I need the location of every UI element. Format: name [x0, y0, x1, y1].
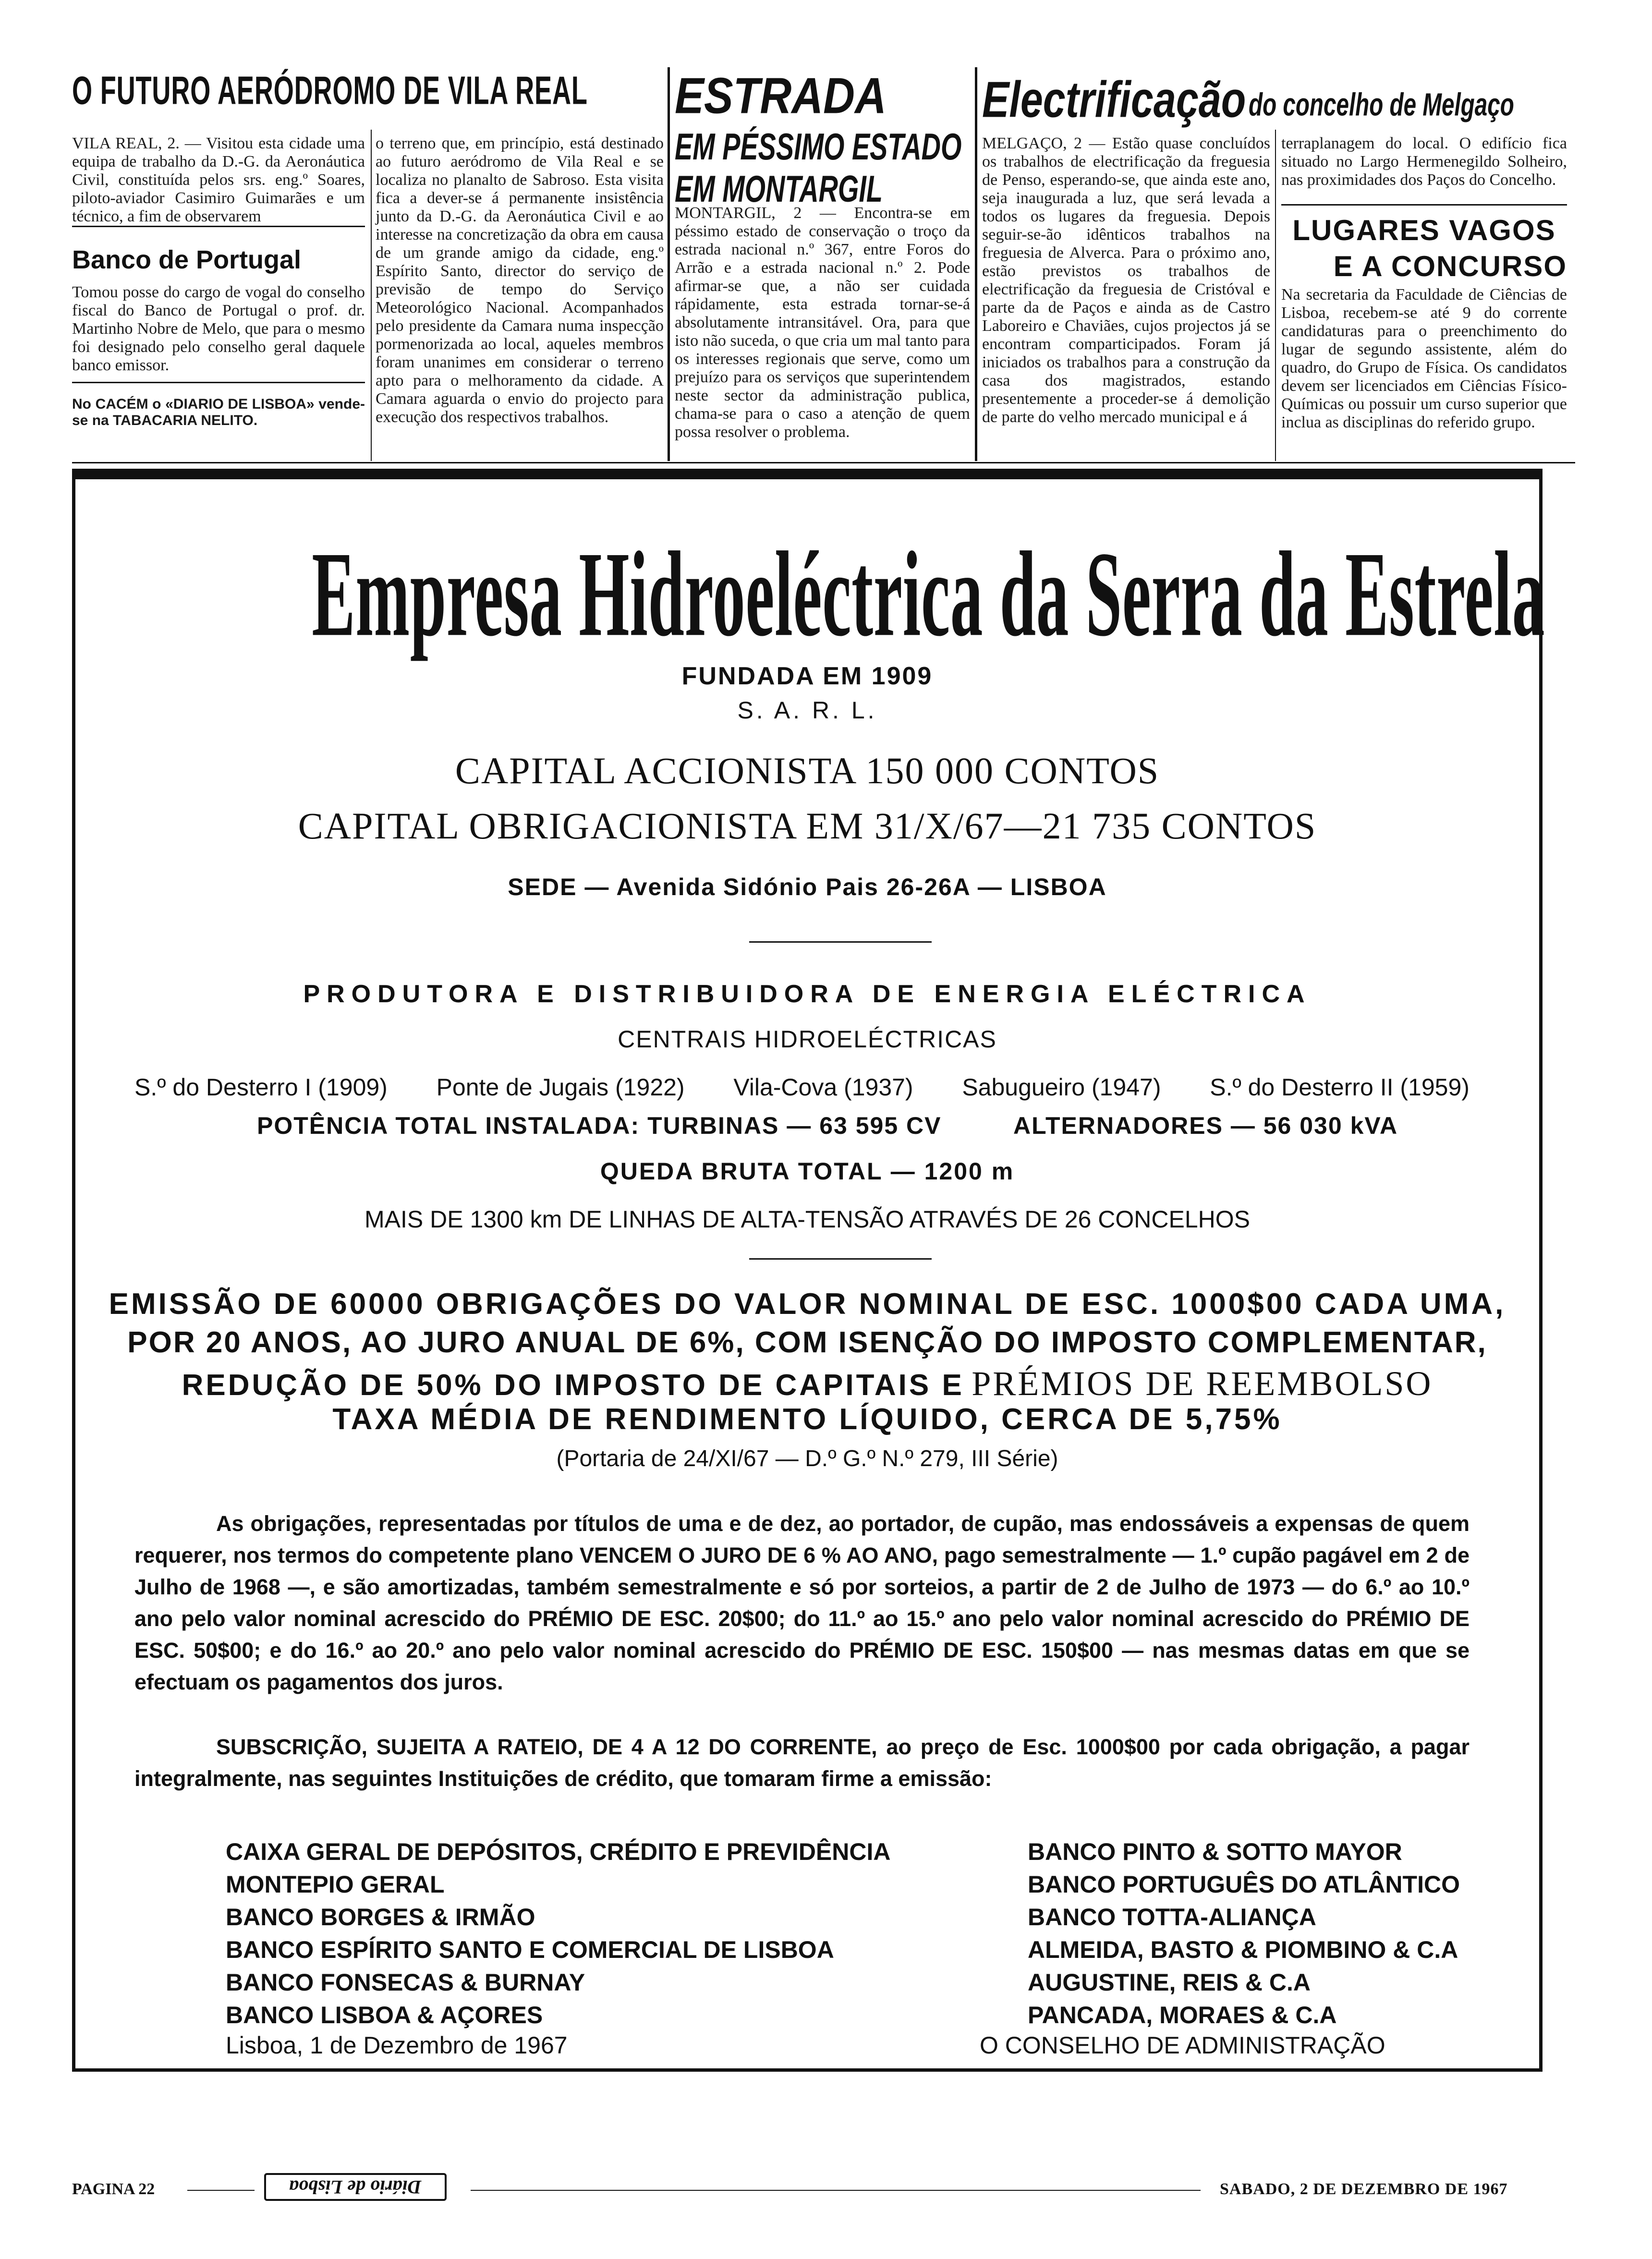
bank-item: PANCADA, MORAES & C.A — [1028, 2002, 1337, 2028]
bank-item: BANCO FONSECAS & BURNAY — [226, 1969, 585, 1996]
emissao-line-3a: REDUÇÃO DE 50% DO IMPOSTO DE CAPITAIS E — [182, 1369, 964, 1402]
bank-item: MONTEPIO GERAL — [226, 1871, 445, 1898]
capital-obrigacionista: CAPITAL OBRIGACIONISTA EM 31/X/67—21 735 CONTOS — [298, 805, 1317, 847]
bank-item: BANCO TOTTA-ALIANÇA — [1028, 1904, 1316, 1931]
emissao-line-4: TAXA MÉDIA DE RENDIMENTO LÍQUIDO, CERCA DE 5,75% — [332, 1403, 1282, 1436]
signature-line: O CONSELHO DE ADMINISTRAÇÃO — [980, 2032, 1385, 2059]
column-rule — [1275, 130, 1276, 461]
bank-item: ALMEIDA, BASTO & PIOMBINO & C.A — [1028, 1936, 1458, 1963]
emissao-line-3b: PRÉMIOS DE REEMBOLSO — [972, 1364, 1433, 1403]
estrada-text: MONTARGIL, 2 — Encontra-se em péssimo estado de conservação o troço da estrada nacional n.º 367, entre Foros do Arrão e a estrada nacional n.º 2. Pode afirmar-se que, a não ser cuidada rápidamente, esta estrada tornar-se-á absolutamente intransitável. Ora, para que isto não suceda, o que cria um mal tanto para os interesses regionais que serve, como um prejuízo para os serviços que superintendem neste sector da administração publica, chama-se para o caso a atenção de quem possa resolver o problema. — [675, 204, 970, 441]
emissao-line-3 — [72, 1364, 1543, 1404]
centrais-title: CENTRAIS HIDROELÉCTRICAS — [618, 1026, 997, 1053]
divider — [72, 226, 365, 227]
bank-item: BANCO BORGES & IRMÃO — [226, 1904, 535, 1931]
electrificacao-col1: MELGAÇO, 2 — Estão quase concluídos os trabalhos de electrificação da freguesia de Penso, esperando-se, que ainda este ano, seja inaugurada a luz, que será levada a todos os lugares da freguesia. Depois seguir-se-ão idênticos trabalhos na freguesia de Alverca. Para o próximo ano, estão previstos os trabalhos de electrificação da freguesia de Cristóval e parte da de Paços e ainda as de Castro Laboreiro e Chaviães, cujos projectos já se encontram comparticipados. Foram já iniciados os trabalhos para a construção da casa dos magistrados, estando presentemente a proceder-se á demolição de parte do velho mercado municipal e á — [982, 134, 1270, 426]
emissao-line-1: EMISSÃO DE 60000 OBRIGAÇÕES DO VALOR NOMINAL DE ESC. 1000$00 CADA UMA, — [109, 1287, 1506, 1321]
lugares-headline: LUGARES VAGOS — [1292, 214, 1556, 246]
alternadores-line: ALTERNADORES — 56 030 kVA — [1013, 1112, 1398, 1139]
central-item: S.º do Desterro II (1959) — [1210, 1074, 1470, 1101]
queda-line: QUEDA BRUTA TOTAL — 1200 m — [600, 1158, 1015, 1185]
bank-item: BANCO LISBOA & AÇORES — [226, 2002, 543, 2028]
produtora-line: PRODUTORA E DISTRIBUIDORA DE ENERGIA ELÉCTRICA — [303, 980, 1312, 1008]
central-item: Vila-Cova (1937) — [733, 1074, 913, 1101]
founded-line: FUNDADA EM 1909 — [681, 662, 933, 690]
sede-line: SEDE — Avenida Sidónio Pais 26-26A — LISBOA — [508, 874, 1107, 900]
electrificacao-subheadline: do concelho de Melgaço — [1249, 86, 1514, 122]
centrais-list — [134, 1073, 1470, 1101]
capital-accionista: CAPITAL ACCIONISTA 150 000 CONTOS — [455, 750, 1160, 791]
central-item: Sabugueiro (1947) — [962, 1074, 1161, 1101]
bank-item: CAIXA GERAL DE DEPÓSITOS, CRÉDITO E PREVIDÊNCIA — [226, 1838, 891, 1865]
column-rule — [371, 130, 372, 461]
masthead-stamp — [264, 2173, 447, 2201]
bank-item: BANCO PINTO & SOTTO MAYOR — [1028, 1838, 1402, 1865]
emissao-line-2: POR 20 ANOS, AO JURO ANUAL DE 6%, COM ISENÇÃO DO IMPOSTO COMPLEMENTAR, — [127, 1326, 1487, 1359]
footer-rule — [471, 2190, 1201, 2191]
central-item: S.º do Desterro I (1909) — [134, 1074, 388, 1101]
footer-date: SABADO, 2 DE DEZEMBRO DE 1967 — [1220, 2180, 1508, 2198]
column-rule — [975, 67, 977, 461]
banco-text: Tomou posse do cargo de vogal do conselho fiscal do Banco de Portugal o prof. dr. Martinho Nobre de Melo, que para o mesmo foi designado pelo conselho geral daquele banco emissor. — [72, 283, 365, 374]
banco-headline: Banco de Portugal — [72, 245, 302, 274]
estrada-headline: ESTRADA — [675, 68, 887, 124]
sarl-line: S. A. R. L. — [737, 697, 877, 724]
estrada-subheadline-2: EM MONTARGIL — [675, 169, 883, 210]
company-name: Empresa Hidroeléctrica da Serra da Estrela — [312, 526, 1545, 662]
vila-real-headline: O FUTURO AERÓDROMO DE VILA REAL — [72, 68, 588, 112]
estrada-subheadline: EM PÉSSIMO ESTADO — [675, 126, 962, 168]
electrificacao-headline: Electrificação — [982, 72, 1246, 128]
divider — [1281, 204, 1567, 206]
banks-left — [226, 1835, 891, 2031]
column-rule — [668, 67, 670, 461]
portaria-line: (Portaria de 24/XI/67 — D.º G.º N.º 279, III Série) — [556, 1446, 1058, 1471]
footer-rule — [187, 2190, 255, 2191]
date-line: Lisboa, 1 de Dezembro de 1967 — [226, 2032, 568, 2059]
banks-right — [1028, 1835, 1460, 2031]
divider — [749, 941, 932, 943]
divider — [72, 382, 365, 383]
masthead-text: Diário de Lisboa — [289, 2176, 422, 2198]
paragraph-obrigacoes: As obrigações, representadas por títulos de uma e de dez, ao portador, de cupão, mas endossáveis a expensas de quem requerer, nos termos do competente plano VENCEM O JURO DE 6 % AO ANO, pago semestralmente — 1.º cupão pagável em 2 de Julho de 1968 —, e são amortizadas, também semestralmente e só por sorteios, a partir de 2 de Julho de 1973 — do 6.º ao 10.º ano pelo valor nominal acrescido do PRÉMIO DE ESC. 20$00; do 11.º ao 15.º ano pelo valor nominal acrescido do PRÉMIO DE ESC. 50$00; e do 16.º ao 20.º ano pelo valor nominal acrescido do PRÉMIO DE ESC. 150$00 — nas mesmas datas em que se efectuam os pagamentos dos juros. — [134, 1511, 1470, 1694]
divider — [749, 1258, 932, 1260]
vila-real-col1: VILA REAL, 2. — Visitou esta cidade uma equipa de trabalho da D.-G. da Aeronáutica Civil, constituída pelos srs. eng.º Soares, piloto-aviador Casimiro Guimarães e um técnico, a fim de observarem — [72, 134, 365, 225]
page-number: PAGINA 22 — [72, 2180, 155, 2198]
cacem-notice: No CACÉM o «DIARIO DE LISBOA» vende-se na TABACARIA NELITO. — [72, 396, 365, 428]
strip-separator — [72, 462, 1575, 463]
bank-item: BANCO ESPÍRITO SANTO E COMERCIAL DE LISBOA — [226, 1936, 834, 1963]
lugares-headline-2: E A CONCURSO — [1333, 250, 1567, 282]
paragraph-subscricao: SUBSCRIÇÃO, SUJEITA A RATEIO, DE 4 A 12 DO CORRENTE, ao preço de Esc. 1000$00 por cada obrigação, a pagar integralmente, nas seguintes Instituições de crédito, que tomaram firme a emissão: — [134, 1735, 1470, 1791]
bank-item: BANCO PORTUGUÊS DO ATLÂNTICO — [1028, 1871, 1460, 1898]
electrificacao-col2: terraplanagem do local. O edifício fica situado no Largo Hermenegildo Solheiro, nas proximidades dos Paços do Concelho. — [1281, 134, 1567, 189]
potencia-line: POTÊNCIA TOTAL INSTALADA: TURBINAS — 63 595 CV — [257, 1112, 942, 1139]
bank-item: AUGUSTINE, REIS & C.A — [1028, 1969, 1311, 1996]
lugares-text: Na secretaria da Faculdade de Ciências de Lisboa, recebem-se até 9 do corrente candidaturas para o preenchimento do lugar de segundo assistente, além do quadro, do Grupo de Física. Os candidatos devem ser licenciados em Ciências Físico-Químicas ou possuir um curso superior que inclua as disciplinas do referido grupo. — [1281, 286, 1567, 431]
linhas-line: MAIS DE 1300 km DE LINHAS DE ALTA-TENSÃO ATRAVÉS DE 26 CONCELHOS — [364, 1206, 1251, 1233]
vila-real-col2: o terreno que, em princípio, está destinado ao futuro aeródromo de Vila Real e se localiza no planalto de Sabroso. Esta visita fica a dever-se á permanente insistência junto da D.-G. da Aeronáutica Civil e ao interesse na concretização da obra em causa de um grande amigo da cidade, eng.º Espírito Santo, director do serviço de previsão de tempo do Serviço Meteorológico Nacional. Acompanhados pelo presidente da Camara numa inspecção pormenorizada ao local, aqueles membros foram unanimes em considerar o terreno apto para o melhoramento da cidade. A Camara aguarda o envio do projecto para execução dos respectivos trabalhos. — [376, 134, 664, 426]
central-item: Ponte de Jugais (1922) — [436, 1074, 685, 1101]
